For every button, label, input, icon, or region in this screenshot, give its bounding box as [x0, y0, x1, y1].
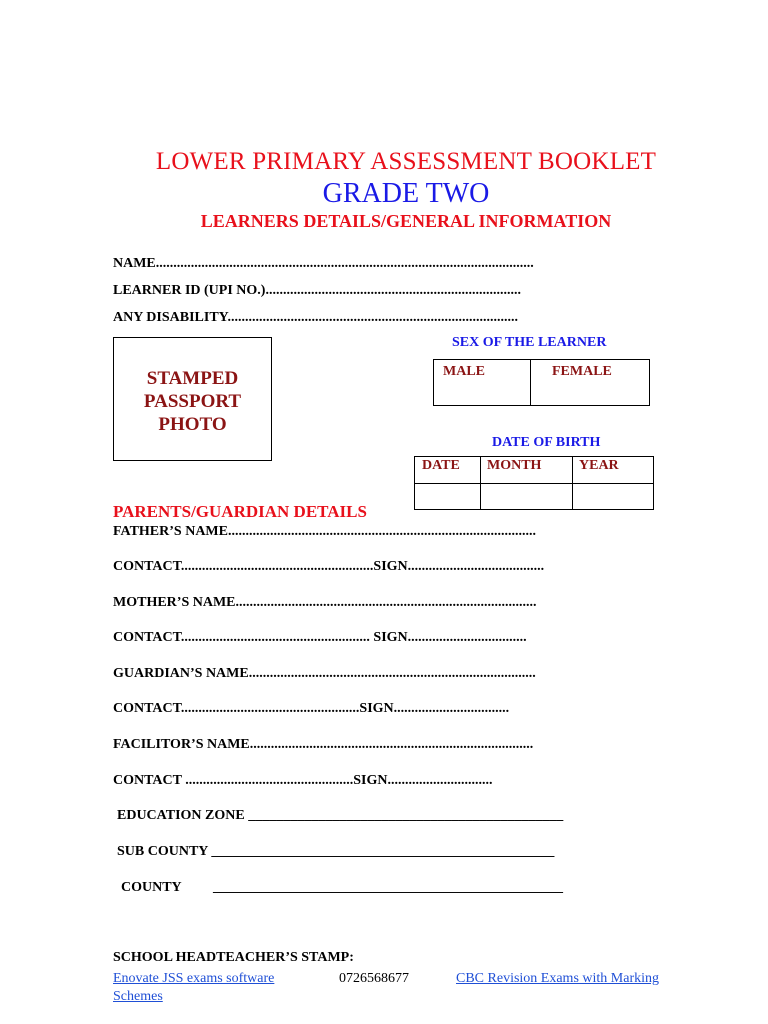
- learner-name-field: NAME............................................................................................................: [113, 256, 534, 271]
- booklet-title: LOWER PRIMARY ASSESSMENT BOOKLET: [155, 148, 657, 175]
- enovate-link[interactable]: Enovate JSS exams software: [113, 971, 275, 986]
- phone-number: 0726568677: [339, 971, 409, 986]
- sub-county-field: SUB COUNTY _________________________________________________: [117, 844, 555, 859]
- county-line: __________________________________________________: [213, 880, 563, 895]
- passport-photo-box: [113, 337, 272, 461]
- sex-table: [433, 359, 650, 406]
- sex-male-label: MALE: [443, 364, 485, 379]
- photo-label-line2: PASSPORT: [143, 391, 242, 412]
- disability-field: ANY DISABILITY...................................................................................: [113, 310, 519, 325]
- dob-col-divider-2: [572, 457, 573, 509]
- dob-year-label: YEAR: [579, 458, 619, 473]
- dob-table: [414, 456, 654, 510]
- schemes-link[interactable]: Schemes: [113, 989, 163, 1004]
- grade-title: GRADE TWO: [322, 178, 490, 209]
- headteacher-stamp-label: SCHOOL HEADTEACHER’S STAMP:: [113, 950, 354, 965]
- sex-divider: [530, 360, 531, 405]
- learner-id-field: LEARNER ID (UPI NO.).........................................................................: [113, 283, 521, 298]
- guardian-name-field: GUARDIAN’S NAME..................................................................................: [113, 666, 536, 681]
- mother-contact-field: CONTACT...................................................... SIGN..................................: [113, 630, 527, 645]
- photo-label-line1: STAMPED: [146, 368, 239, 389]
- mother-name-field: MOTHER’S NAME......................................................................................: [113, 595, 537, 610]
- dob-col-divider-1: [480, 457, 481, 509]
- facilitor-contact-field: CONTACT ................................................SIGN..............................: [113, 773, 493, 788]
- dob-heading: DATE OF BIRTH: [492, 435, 601, 450]
- section-subtitle: LEARNERS DETAILS/GENERAL INFORMATION: [200, 211, 612, 231]
- dob-row-divider: [415, 483, 653, 484]
- sex-female-label: FEMALE: [552, 364, 612, 379]
- dob-date-label: DATE: [422, 458, 460, 473]
- county-label: COUNTY: [121, 880, 182, 895]
- photo-label-line3: PHOTO: [158, 414, 227, 435]
- father-contact-field: CONTACT.......................................................SIGN.......................................: [113, 559, 545, 574]
- facilitor-name-field: FACILITOR’S NAME.................................................................................: [113, 737, 534, 752]
- dob-month-label: MONTH: [487, 458, 542, 473]
- father-name-field: FATHER’S NAME........................................................................................: [113, 524, 536, 539]
- education-zone-field: EDUCATION ZONE _____________________________________________: [117, 808, 564, 823]
- sex-heading: SEX OF THE LEARNER: [452, 335, 607, 350]
- parents-heading: PARENTS/GUARDIAN DETAILS: [113, 502, 367, 521]
- guardian-contact-field: CONTACT...................................................SIGN.................................: [113, 701, 510, 716]
- cbc-revision-link[interactable]: CBC Revision Exams with Marking: [456, 971, 659, 986]
